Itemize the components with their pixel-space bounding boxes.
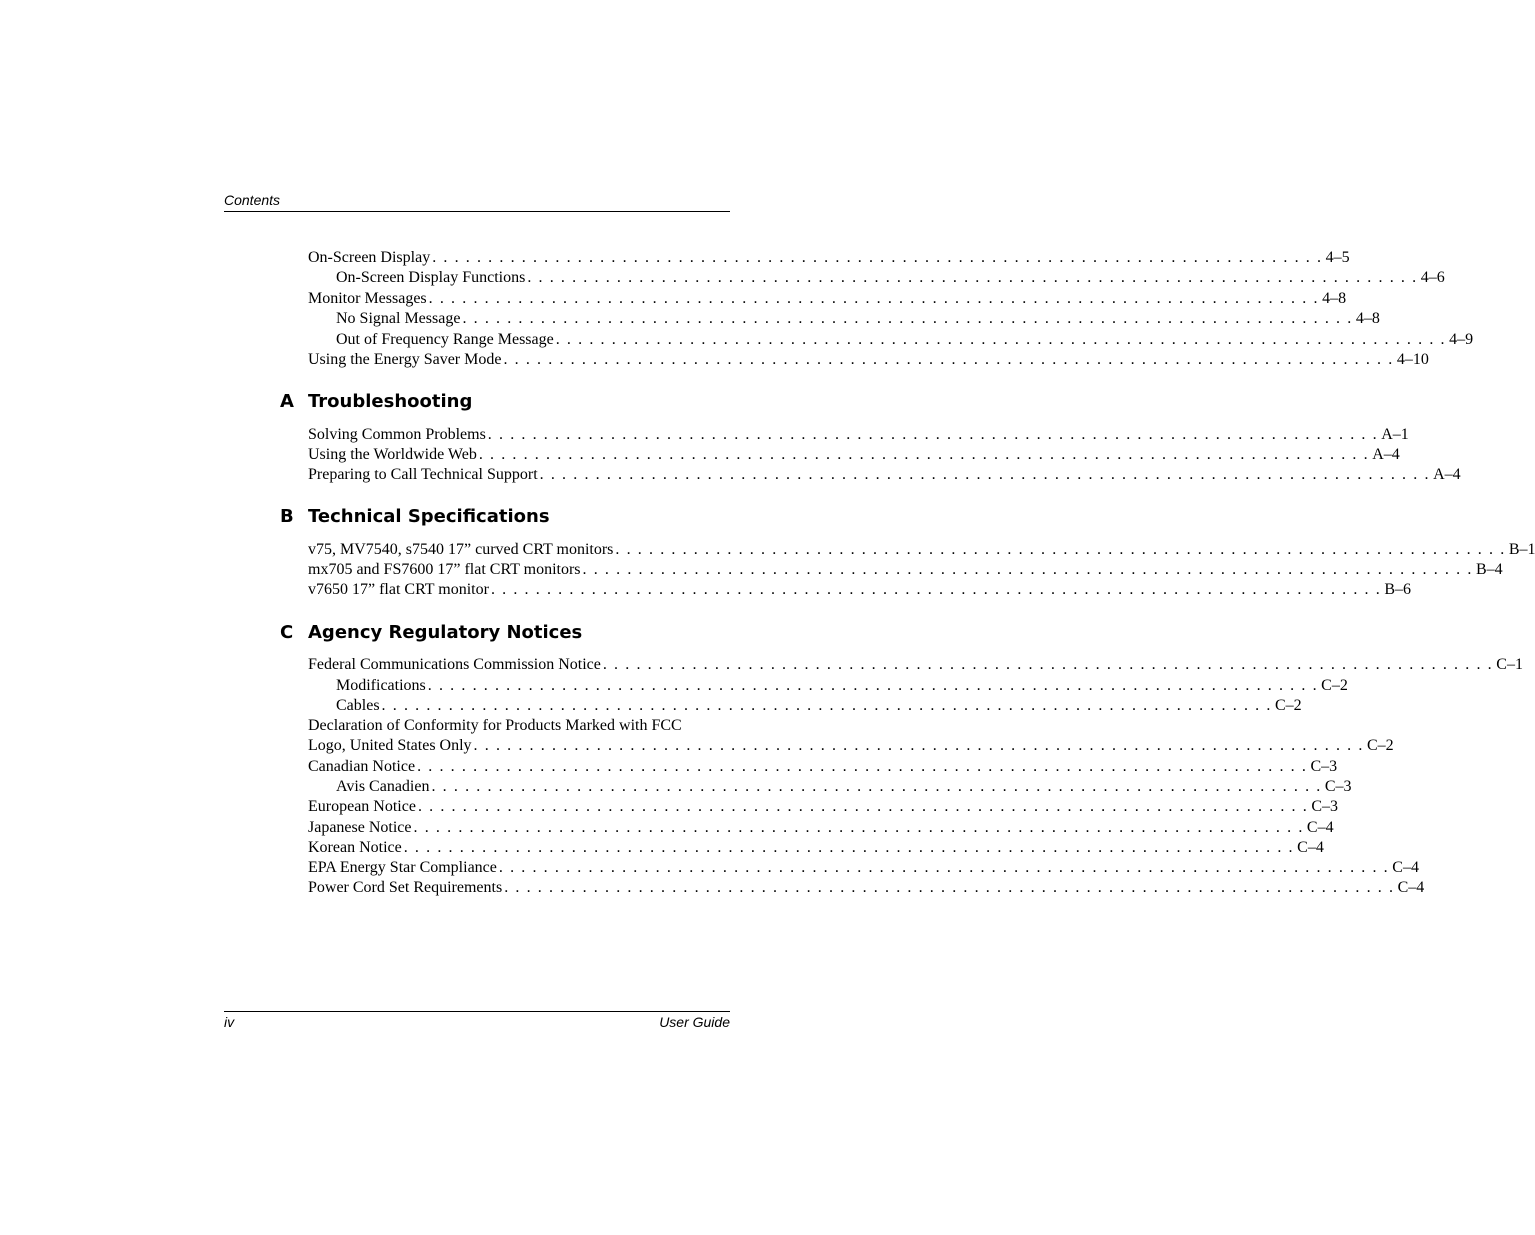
toc-entry[interactable]: Monitor Messages . . . . . . . . . . . . . . . . . . . . . . . . . . . . . . . . . . . . . . . . . . . . . . . . . . . . . . . . . . . . . . . . . . . . . . . . . . . . . . . . 4–8 bbox=[308, 290, 1347, 307]
toc-entry[interactable]: Solving Common Problems . . . . . . . . . . . . . . . . . . . . . . . . . . . . . . . . . . . . . . . . . . . . . . . . . . . . . . . . . . . . . . . . . . . . . . . . . . . . . . . . A–1 bbox=[308, 426, 1409, 443]
chapter-letter: B bbox=[280, 506, 294, 527]
dot-leader: . . . . . . . . . . . . . . . . . . . . . . . . . . . . . . . . . . . . . . . . . . . . . . . . . . . . . . . . . . . . . . . . . . . . . . . . . . . . . . . . bbox=[427, 677, 1319, 694]
chapter-heading-a[interactable] bbox=[280, 389, 472, 415]
toc-entry[interactable]: On-Screen Display Functions . . . . . . . . . . . . . . . . . . . . . . . . . . . . . . . . . . . . . . . . . . . . . . . . . . . . . . . . . . . . . . . . . . . . . . . . . . . . . . . . 4–6 bbox=[336, 269, 1445, 286]
dot-leader: . . . . . . . . . . . . . . . . . . . . . . . . . . . . . . . . . . . . . . . . . . . . . . . . . . . . . . . . . . . . . . . . . . . . . . . . . . . . . . . . bbox=[504, 879, 1395, 896]
dot-leader: . . . . . . . . . . . . . . . . . . . . . . . . . . . . . . . . . . . . . . . . . . . . . . . . . . . . . . . . . . . . . . . . . . . . . . . . . . . . . . . . bbox=[582, 561, 1473, 578]
chapter-letter: A bbox=[280, 391, 294, 412]
dot-leader: . . . . . . . . . . . . . . . . . . . . . . . . . . . . . . . . . . . . . . . . . . . . . . . . . . . . . . . . . . . . . . . . . . . . . . . . . . . . . . . . bbox=[381, 697, 1272, 714]
dot-leader: . . . . . . . . . . . . . . . . . . . . . . . . . . . . . . . . . . . . . . . . . . . . . . . . . . . . . . . . . . . . . . . . . . . . . . . . . . . . . . . . bbox=[503, 351, 1394, 368]
toc-entry[interactable]: v75, MV7540, s7540 17” curved CRT monitors . . . . . . . . . . . . . . . . . . . . . . . . . . . . . . . . . . . . . . . . . . . . . . . . . . . . . . . . . . . . . . . . . . . . . . . . . . . . . . . . B–1 bbox=[308, 541, 1535, 558]
toc-entry[interactable]: Out of Frequency Range Message . . . . . . . . . . . . . . . . . . . . . . . . . . . . . . . . . . . . . . . . . . . . . . . . . . . . . . . . . . . . . . . . . . . . . . . . . . . . . . . . 4–9 bbox=[336, 331, 1474, 348]
toc-entry[interactable]: Modifications . . . . . . . . . . . . . . . . . . . . . . . . . . . . . . . . . . . . . . . . . . . . . . . . . . . . . . . . . . . . . . . . . . . . . . . . . . . . . . . . C–2 bbox=[336, 677, 1348, 694]
toc-entry[interactable]: Power Cord Set Requirements . . . . . . . . . . . . . . . . . . . . . . . . . . . . . . . . . . . . . . . . . . . . . . . . . . . . . . . . . . . . . . . . . . . . . . . . . . . . . . . . C–4 bbox=[308, 879, 1425, 896]
dot-leader: . . . . . . . . . . . . . . . . . . . . . . . . . . . . . . . . . . . . . . . . . . . . . . . . . . . . . . . . . . . . . . . . . . . . . . . . . . . . . . . . bbox=[403, 839, 1295, 856]
toc-entry[interactable]: Avis Canadien . . . . . . . . . . . . . . . . . . . . . . . . . . . . . . . . . . . . . . . . . . . . . . . . . . . . . . . . . . . . . . . . . . . . . . . . . . . . . . . . C–3 bbox=[336, 778, 1352, 795]
toc-entry[interactable]: Cables . . . . . . . . . . . . . . . . . . . . . . . . . . . . . . . . . . . . . . . . . . . . . . . . . . . . . . . . . . . . . . . . . . . . . . . . . . . . . . . . C–2 bbox=[336, 697, 1302, 714]
dot-leader: . . . . . . . . . . . . . . . . . . . . . . . . . . . . . . . . . . . . . . . . . . . . . . . . . . . . . . . . . . . . . . . . . . . . . . . . . . . . . . . . bbox=[615, 541, 1506, 558]
toc-entry[interactable]: Declaration of Conformity for Products Marked with FCC bbox=[308, 717, 682, 734]
chapter-letter: C bbox=[280, 622, 294, 643]
dot-leader: . . . . . . . . . . . . . . . . . . . . . . . . . . . . . . . . . . . . . . . . . . . . . . . . . . . . . . . . . . . . . . . . . . . . . . . . . . . . . . . . bbox=[555, 331, 1447, 348]
dot-leader: . . . . . . . . . . . . . . . . . . . . . . . . . . . . . . . . . . . . . . . . . . . . . . . . . . . . . . . . . . . . . . . . . . . . . . . . . . . . . . . . bbox=[431, 778, 1322, 795]
toc-entry[interactable]: Federal Communications Commission Notice . . . . . . . . . . . . . . . . . . . . . . . . . . . . . . . . . . . . . . . . . . . . . . . . . . . . . . . . . . . . . . . . . . . . . . . . . . . . . . . . C–1 bbox=[308, 656, 1523, 673]
toc-entry[interactable]: Logo, United States Only . . . . . . . . . . . . . . . . . . . . . . . . . . . . . . . . . . . . . . . . . . . . . . . . . . . . . . . . . . . . . . . . . . . . . . . . . . . . . . . . C–2 bbox=[308, 737, 1394, 754]
dot-leader: . . . . . . . . . . . . . . . . . . . . . . . . . . . . . . . . . . . . . . . . . . . . . . . . . . . . . . . . . . . . . . . . . . . . . . . . . . . . . . . . bbox=[602, 656, 1494, 673]
toc-entry[interactable]: Using the Energy Saver Mode . . . . . . . . . . . . . . . . . . . . . . . . . . . . . . . . . . . . . . . . . . . . . . . . . . . . . . . . . . . . . . . . . . . . . . . . . . . . . . . . 4–10 bbox=[308, 351, 1429, 368]
toc-entry[interactable]: Japanese Notice . . . . . . . . . . . . . . . . . . . . . . . . . . . . . . . . . . . . . . . . . . . . . . . . . . . . . . . . . . . . . . . . . . . . . . . . . . . . . . . . C–4 bbox=[308, 819, 1334, 836]
toc-entry[interactable]: No Signal Message . . . . . . . . . . . . . . . . . . . . . . . . . . . . . . . . . . . . . . . . . . . . . . . . . . . . . . . . . . . . . . . . . . . . . . . . . . . . . . . . 4–8 bbox=[336, 310, 1380, 327]
footer-rule bbox=[224, 1011, 730, 1012]
toc-entry[interactable]: European Notice . . . . . . . . . . . . . . . . . . . . . . . . . . . . . . . . . . . . . . . . . . . . . . . . . . . . . . . . . . . . . . . . . . . . . . . . . . . . . . . . C–3 bbox=[308, 798, 1339, 815]
dot-leader: . . . . . . . . . . . . . . . . . . . . . . . . . . . . . . . . . . . . . . . . . . . . . . . . . . . . . . . . . . . . . . . . . . . . . . . . . . . . . . . . bbox=[417, 798, 1309, 815]
running-header: Contents bbox=[224, 192, 281, 208]
chapter-title: Troubleshooting bbox=[308, 391, 473, 412]
dot-leader: . . . . . . . . . . . . . . . . . . . . . . . . . . . . . . . . . . . . . . . . . . . . . . . . . . . . . . . . . . . . . . . . . . . . . . . . . . . . . . . . bbox=[413, 819, 1304, 836]
chapter-title: Technical Specifications bbox=[308, 506, 550, 527]
header-rule bbox=[224, 211, 730, 212]
dot-leader: . . . . . . . . . . . . . . . . . . . . . . . . . . . . . . . . . . . . . . . . . . . . . . . . . . . . . . . . . . . . . . . . . . . . . . . . . . . . . . . . bbox=[417, 758, 1308, 775]
dot-leader: . . . . . . . . . . . . . . . . . . . . . . . . . . . . . . . . . . . . . . . . . . . . . . . . . . . . . . . . . . . . . . . . . . . . . . . . . . . . . . . . bbox=[478, 446, 1370, 463]
dot-leader: . . . . . . . . . . . . . . . . . . . . . . . . . . . . . . . . . . . . . . . . . . . . . . . . . . . . . . . . . . . . . . . . . . . . . . . . . . . . . . . . bbox=[473, 737, 1364, 754]
toc-entry[interactable]: Using the Worldwide Web . . . . . . . . . . . . . . . . . . . . . . . . . . . . . . . . . . . . . . . . . . . . . . . . . . . . . . . . . . . . . . . . . . . . . . . . . . . . . . . . A–4 bbox=[308, 446, 1400, 463]
toc-entry[interactable]: v7650 17” flat CRT monitor . . . . . . . . . . . . . . . . . . . . . . . . . . . . . . . . . . . . . . . . . . . . . . . . . . . . . . . . . . . . . . . . . . . . . . . . . . . . . . . . B–6 bbox=[308, 581, 1412, 598]
chapter-heading-b[interactable] bbox=[280, 504, 550, 530]
dot-leader: . . . . . . . . . . . . . . . . . . . . . . . . . . . . . . . . . . . . . . . . . . . . . . . . . . . . . . . . . . . . . . . . . . . . . . . . . . . . . . . . bbox=[527, 269, 1418, 286]
dot-leader: . . . . . . . . . . . . . . . . . . . . . . . . . . . . . . . . . . . . . . . . . . . . . . . . . . . . . . . . . . . . . . . . . . . . . . . . . . . . . . . . bbox=[487, 426, 1379, 443]
footer-doc-title: User Guide bbox=[659, 1014, 730, 1030]
page-number: iv bbox=[224, 1014, 235, 1030]
chapter-heading-c[interactable] bbox=[280, 620, 582, 646]
chapter-title: Agency Regulatory Notices bbox=[308, 622, 583, 643]
dot-leader: . . . . . . . . . . . . . . . . . . . . . . . . . . . . . . . . . . . . . . . . . . . . . . . . . . . . . . . . . . . . . . . . . . . . . . . . . . . . . . . . bbox=[432, 249, 1323, 266]
toc-entry[interactable]: Preparing to Call Technical Support . . . . . . . . . . . . . . . . . . . . . . . . . . . . . . . . . . . . . . . . . . . . . . . . . . . . . . . . . . . . . . . . . . . . . . . . . . . . . . . . A–4 bbox=[308, 466, 1461, 483]
toc-entry[interactable]: Korean Notice . . . . . . . . . . . . . . . . . . . . . . . . . . . . . . . . . . . . . . . . . . . . . . . . . . . . . . . . . . . . . . . . . . . . . . . . . . . . . . . . C–4 bbox=[308, 839, 1324, 856]
dot-leader: . . . . . . . . . . . . . . . . . . . . . . . . . . . . . . . . . . . . . . . . . . . . . . . . . . . . . . . . . . . . . . . . . . . . . . . . . . . . . . . . bbox=[428, 290, 1320, 307]
toc-entry[interactable]: EPA Energy Star Compliance . . . . . . . . . . . . . . . . . . . . . . . . . . . . . . . . . . . . . . . . . . . . . . . . . . . . . . . . . . . . . . . . . . . . . . . . . . . . . . . . C–4 bbox=[308, 859, 1419, 876]
dot-leader: . . . . . . . . . . . . . . . . . . . . . . . . . . . . . . . . . . . . . . . . . . . . . . . . . . . . . . . . . . . . . . . . . . . . . . . . . . . . . . . . bbox=[490, 581, 1382, 598]
dot-leader: . . . . . . . . . . . . . . . . . . . . . . . . . . . . . . . . . . . . . . . . . . . . . . . . . . . . . . . . . . . . . . . . . . . . . . . . . . . . . . . . bbox=[498, 859, 1390, 876]
dot-leader: . . . . . . . . . . . . . . . . . . . . . . . . . . . . . . . . . . . . . . . . . . . . . . . . . . . . . . . . . . . . . . . . . . . . . . . . . . . . . . . . bbox=[539, 466, 1431, 483]
toc-entry[interactable]: On-Screen Display . . . . . . . . . . . . . . . . . . . . . . . . . . . . . . . . . . . . . . . . . . . . . . . . . . . . . . . . . . . . . . . . . . . . . . . . . . . . . . . . 4–5 bbox=[308, 249, 1350, 266]
dot-leader: . . . . . . . . . . . . . . . . . . . . . . . . . . . . . . . . . . . . . . . . . . . . . . . . . . . . . . . . . . . . . . . . . . . . . . . . . . . . . . . . bbox=[462, 310, 1353, 327]
toc-entry[interactable]: Canadian Notice . . . . . . . . . . . . . . . . . . . . . . . . . . . . . . . . . . . . . . . . . . . . . . . . . . . . . . . . . . . . . . . . . . . . . . . . . . . . . . . . C–3 bbox=[308, 758, 1338, 775]
toc-entry[interactable]: mx705 and FS7600 17” flat CRT monitors . . . . . . . . . . . . . . . . . . . . . . . . . . . . . . . . . . . . . . . . . . . . . . . . . . . . . . . . . . . . . . . . . . . . . . . . . . . . . . . . B–4 bbox=[308, 561, 1503, 578]
